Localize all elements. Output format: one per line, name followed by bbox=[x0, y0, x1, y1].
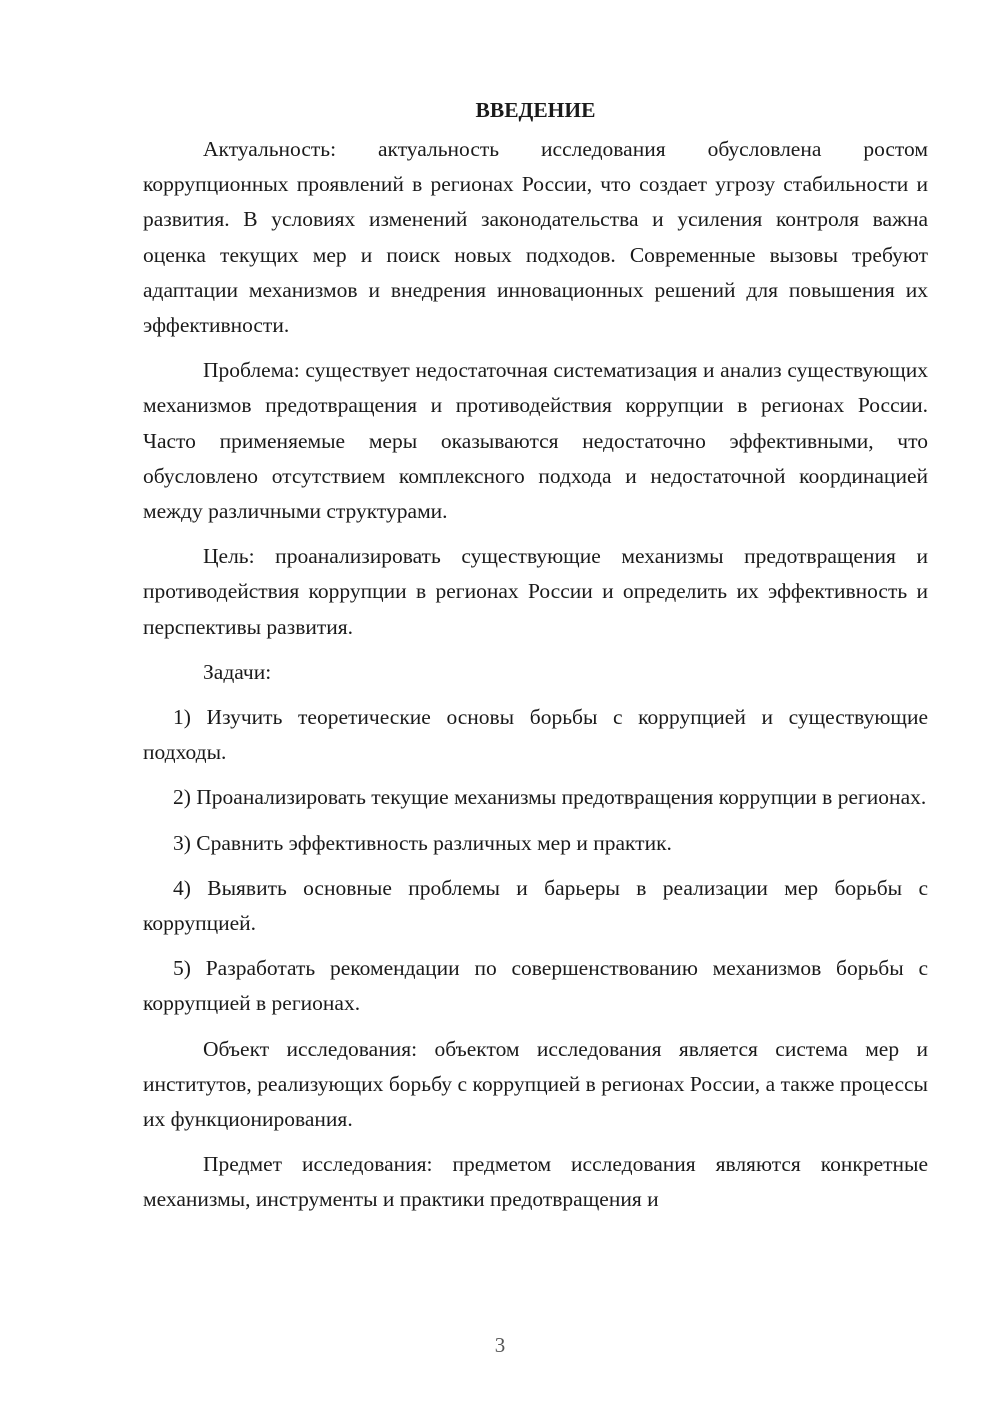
paragraph-problem: Проблема: существует недостаточная систематизация и анализ существующих механизмов предотвращения и противодействия коррупции в регионах России. Часто применяемые меры оказываются недостаточно эффективными, что обусловлено отсутствием комплексного подхода и недостаточной координацией между различными структурами. bbox=[143, 358, 928, 524]
paragraph-relevance: Актуальность: актуальность исследования обусловлена ростом коррупционных проявлений в регионах России, что создает угрозу стабильности и развития. В условиях изменений законодательства и усиления контроля важна оценка текущих мер и поиск новых подходов. Современные вызовы требуют адаптации механизмов и внедрения инновационных решений для повышения их эффективности. bbox=[143, 137, 928, 338]
task-item-1: 1) Изучить теоретические основы борьбы с коррупцией и существующие подходы. bbox=[143, 705, 928, 765]
document-page bbox=[143, 92, 928, 1218]
paragraph-subject: Предмет исследования: предметом исследования являются конкретные механизмы, инструменты и практики предотвращения и bbox=[143, 1152, 928, 1212]
task-item-4: 4) Выявить основные проблемы и барьеры в реализации мер борьбы с коррупцией. bbox=[143, 875, 928, 936]
task-item-2: 2) Проанализировать текущие механизмы предотвращения коррупции в регионах. bbox=[173, 785, 927, 810]
section-title: ВВЕДЕНИЕ bbox=[475, 98, 596, 122]
task-item-3: 3) Сравнить эффективность различных мер и практик. bbox=[173, 830, 672, 855]
paragraph-object: Объект исследования: объектом исследования является система мер и институтов, реализующих борьбу с коррупцией в регионах России, а также процессы их функционирования. bbox=[143, 1036, 928, 1132]
tasks-heading: Задачи: bbox=[203, 659, 272, 684]
page-number: 3 bbox=[494, 1333, 506, 1357]
paragraph-goal: Цель: проанализировать существующие механизмы предотвращения и противодействия коррупции в регионах России и определить их эффективность и перспективы развития. bbox=[143, 544, 928, 639]
task-item-5: 5) Разработать рекомендации по совершенствованию механизмов борьбы с коррупцией в регионах. bbox=[143, 956, 928, 1016]
